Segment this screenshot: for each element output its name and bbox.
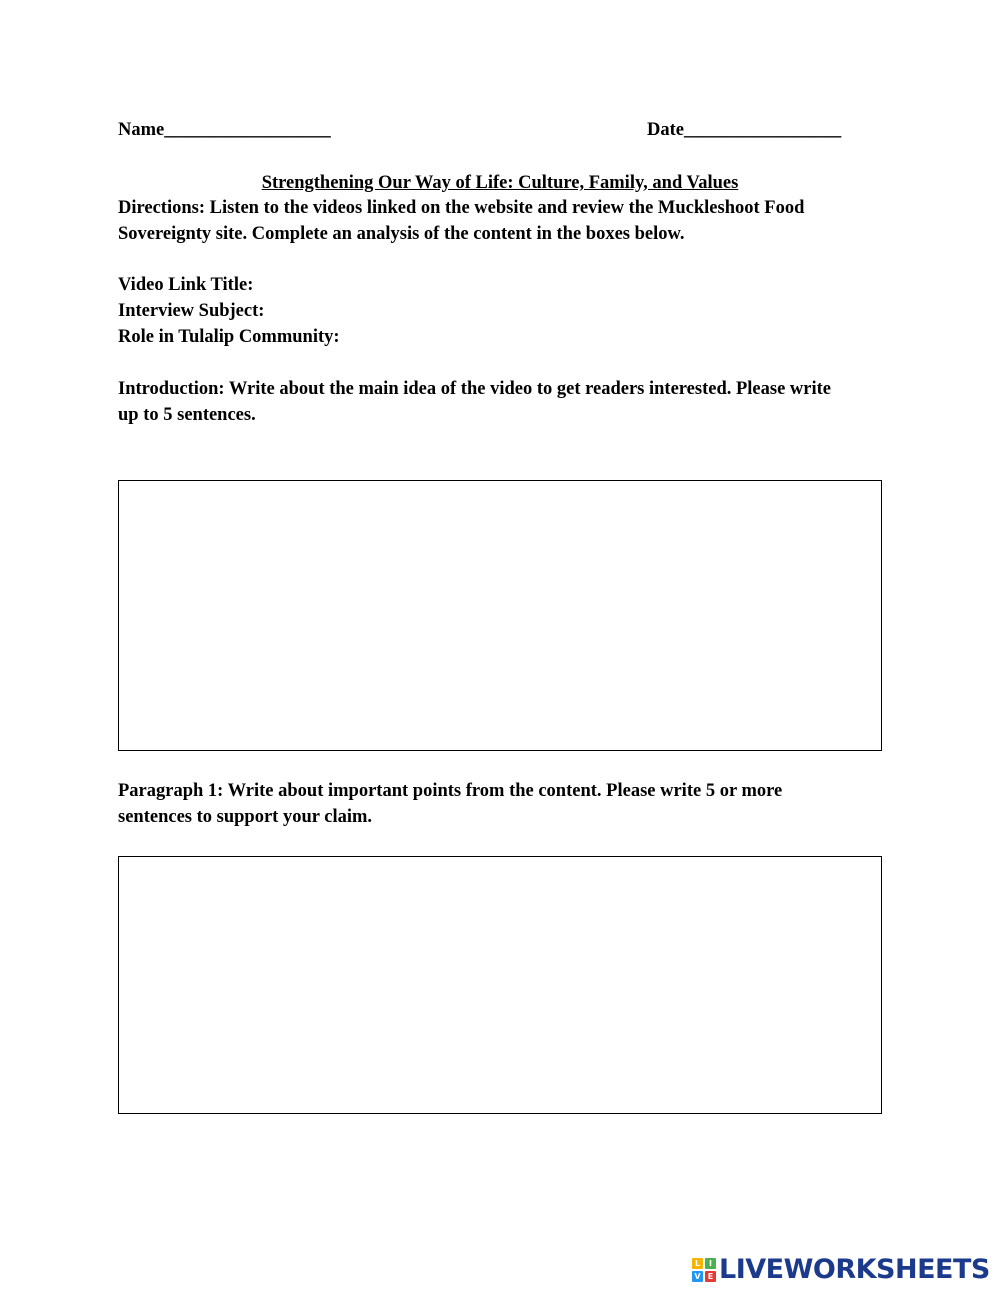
logo-mark-e: E (705, 1271, 716, 1282)
logo-mark-v: V (692, 1271, 703, 1282)
directions-line-2: Sovereignty site. Complete an analysis of the content in the boxes below. (118, 224, 685, 244)
paragraph1-prompt-line-2: sentences to support your claim. (118, 807, 373, 827)
liveworksheets-logo (692, 1254, 990, 1286)
paragraph1-prompt-line-1: Paragraph 1: Write about important points from the content. Please write 5 or more (118, 781, 783, 801)
role-label: Role in Tulalip Community: (118, 327, 340, 347)
directions-line-1: Directions: Listen to the videos linked on the website and review the Muckleshoot Food (118, 198, 805, 218)
logo-mark-l: L (692, 1258, 703, 1269)
paragraph1-answer-box[interactable] (118, 856, 882, 1114)
video-link-title-label: Video Link Title: (118, 275, 254, 295)
worksheet-title: Strengthening Our Way of Life: Culture, Family, and Values (261, 173, 739, 193)
logo-mark-icon (692, 1258, 716, 1282)
logo-mark-i: I (705, 1258, 716, 1269)
name-label: Name__________________ (118, 120, 331, 140)
introduction-answer-box[interactable] (118, 480, 882, 751)
interview-subject-label: Interview Subject: (118, 301, 265, 321)
introduction-prompt-line-2: up to 5 sentences. (118, 405, 256, 425)
introduction-prompt-line-1: Introduction: Write about the main idea of the video to get readers interested. Please write (118, 379, 832, 399)
logo-text: LIVEWORKSHEETS (719, 1254, 990, 1285)
date-label: Date_________________ (647, 120, 842, 140)
